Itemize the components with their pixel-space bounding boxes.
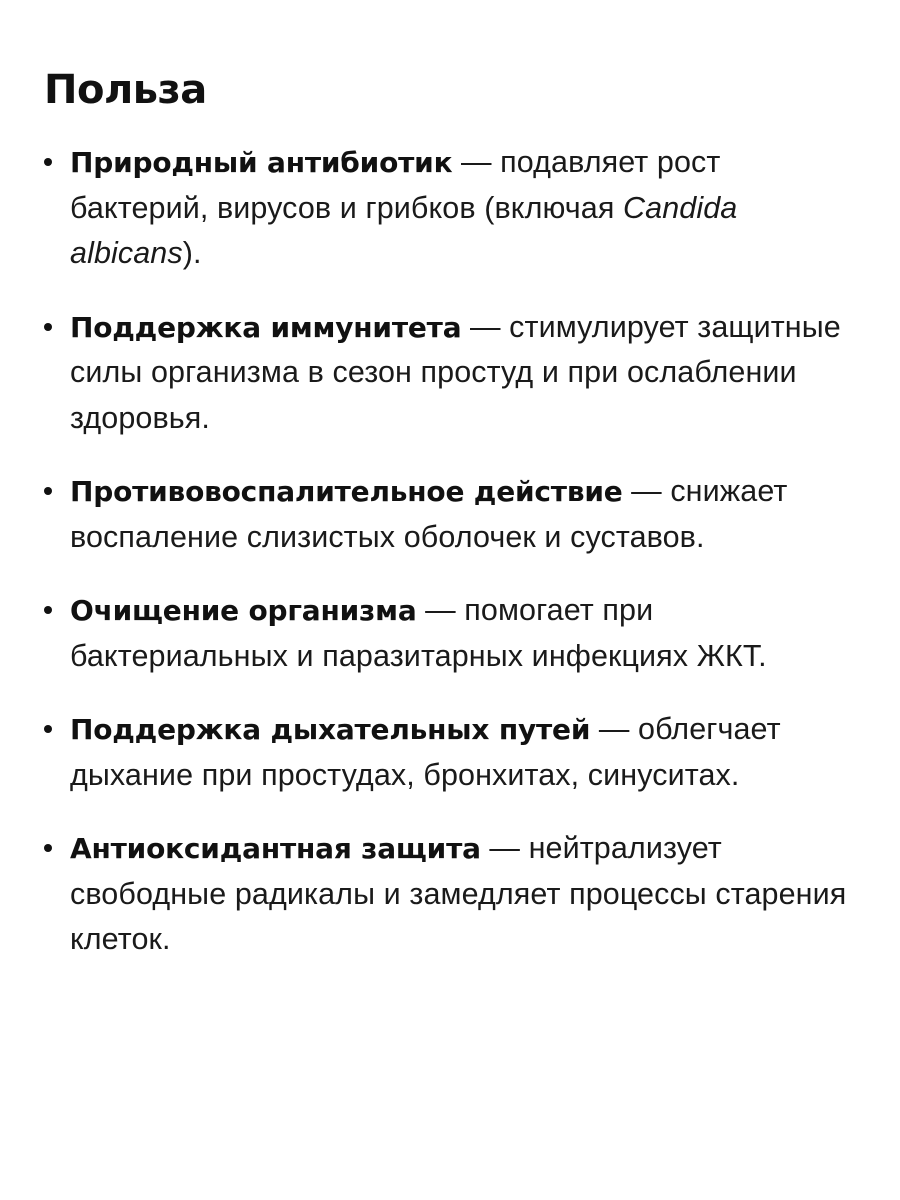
benefit-description: облегчает дыхание при простудах, бронхитах, синуситах. [70,712,781,792]
benefit-item [44,469,860,560]
benefit-dash: — [461,309,510,344]
bullet-icon [44,487,52,495]
benefit-description: снижает воспаление слизистых оболочек и суставов. [70,474,788,554]
bullet-icon [44,725,52,733]
benefit-item [44,588,860,679]
benefit-term: Природный антибиотик [70,146,453,179]
bullet-icon [44,323,52,331]
benefit-item [44,707,860,798]
benefit-description: стимулирует защитные силы организма в сезон простуд и при ослаблении здоровья. [70,309,841,435]
benefit-item [44,305,860,442]
benefits-list [44,140,860,963]
benefit-dash: — [622,474,671,508]
benefit-dash: — [416,593,465,627]
benefit-term: Поддержка дыхательных путей [70,713,591,746]
benefit-term: Поддержка иммунитета [70,310,462,344]
benefit-species-name: Candida albicans [70,190,738,270]
benefit-item [44,140,860,277]
benefit-term: Противовоспалительное действие [70,475,623,508]
bullet-icon [44,606,52,614]
benefit-description: помогает при бактериальных и паразитарных инфекциях ЖКТ. [70,593,767,673]
benefit-dash: — [480,831,529,865]
benefit-description: нейтрализует свободные радикалы и замедляет процессы старения клеток. [70,831,847,956]
benefit-term: Антиоксидантная защита [70,832,481,865]
bullet-icon [44,158,52,166]
benefit-description: подавляет рост бактерий, вирусов и грибков (включая [70,145,721,225]
benefit-dash: — [452,145,501,179]
benefit-item [44,826,860,963]
page-title: Польза [44,67,207,113]
bullet-icon [44,844,52,852]
benefit-dash: — [590,712,639,746]
benefit-term: Очищение организма [70,594,417,627]
benefit-description-tail: ). [182,236,202,270]
